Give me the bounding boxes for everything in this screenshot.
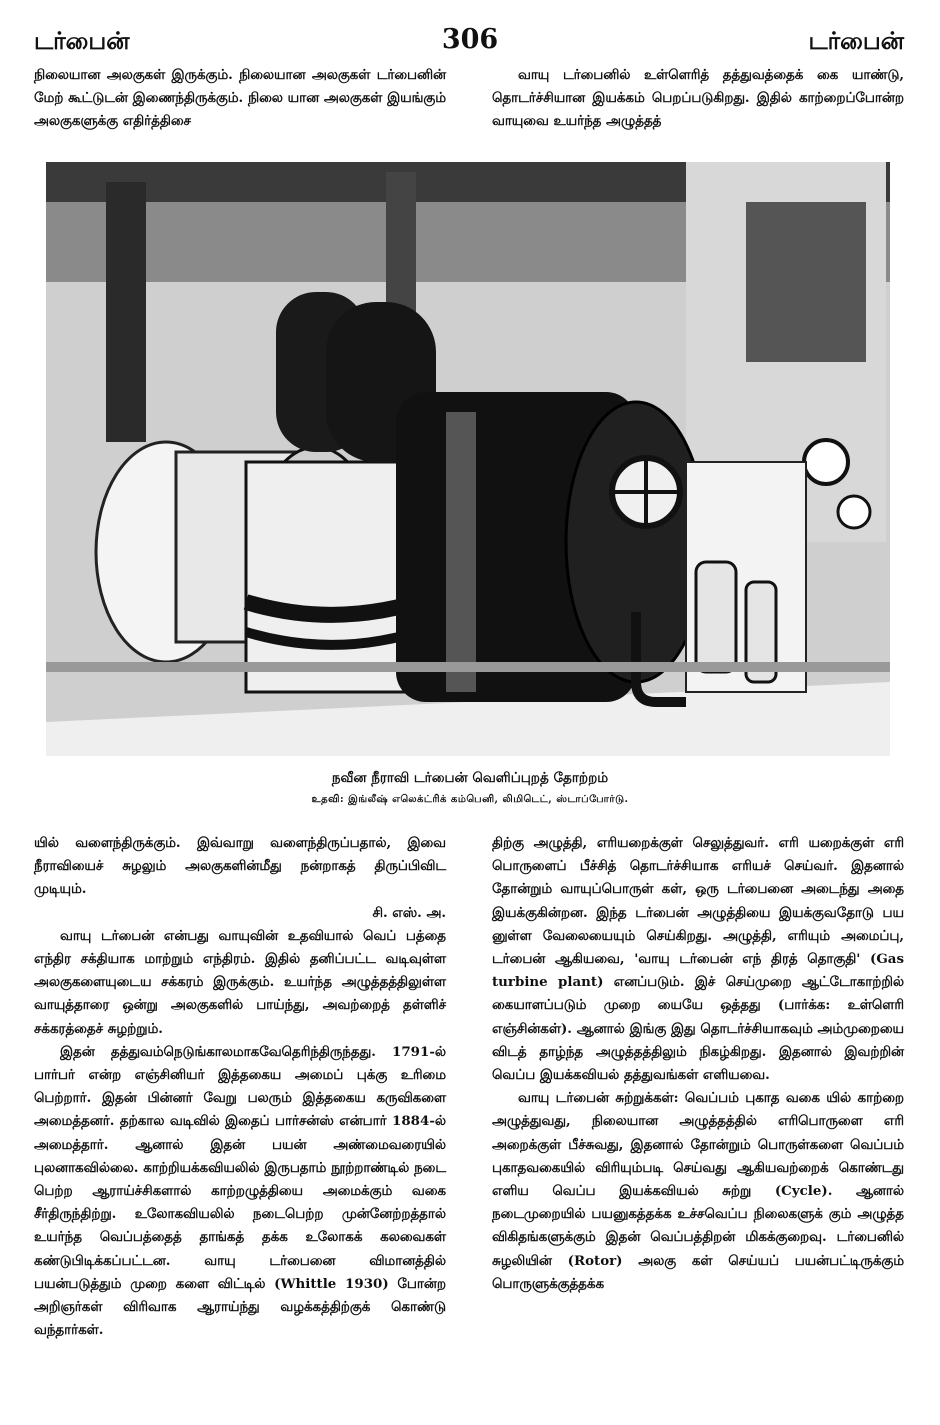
top-left-column xyxy=(34,64,446,134)
figure-caption: நவீன நீராவி டர்பைன் வெளிப்புறத் தோற்றம் xyxy=(331,770,609,786)
paragraph: திற்கு அழுத்தி, எரியறைக்குள் செலுத்துவர். எரி யறைக்குள் எரி பொருளைப் பீச்சித் தொடர்ச்சியாக எரியச் செய்வர். இதனால் தோன்றும் வாயுப்பொருள் கள், ஒரு டர்பைனை அடைந்து அதை இயக்குகின்றன. இந்த டர்பைன் அழுத்தியை இயக்குவதோடு பய னுள்ள வேலையையும் செய்கிறது. அழுத்தி, எரியும் அமைப்பு, டர்பைன் ஆகியவை, 'வாயு டர்பைன் எந் திரத் தொகுதி' (Gas turbine plant) எனப்படும். இச் செய்முறை ஆட்டோகாற்றில் கையாளப்படும் முறை யையே ஒத்தது (பார்க்க: உள்ளெரி எஞ்சின்கள்). ஆனால் இங்கு இது தொடர்ச்சியாகவும் அம்முறையை விடத் தாழ்ந்த அழுத்தத்திலும் நிகழ்கிறது. இதனால் இவற்றின் வெப்ப இயக்கவியல் தத்துவங்கள் எளியவை. xyxy=(492,835,904,1084)
page-number: 306 xyxy=(441,24,499,55)
top-right-column xyxy=(492,64,904,134)
paragraph: வாயு டர்பைனில் உள்ளெரித் தத்துவத்தைக் கை யாண்டு, தொடர்ச்சியான இயக்கம் பெறப்படுகிறது. இதில் காற்றைப்போன்ற வாயுவை உயர்ந்த அழுத்தத் xyxy=(492,67,904,130)
running-header-right: டர்பைன் xyxy=(808,26,904,55)
figure-credit: உதவி: இங்லீஷ் எலெக்ட்ரிக் கம்பெனி, லிமிடெட், ஸ்டாப்போர்டு. xyxy=(311,794,629,805)
paragraph: வாயு டர்பைன் சுற்றுக்கள்: வெப்பம் புகாத வகை யில் காற்றை அழுத்துவது, நிலையான அழுத்தத்தில் எரிபொருளை எரி அறைக்குள் பீச்சுவது, இதனால் தோன்றும் பொருள்களை வெப்பம் புகாதவகையில் விரியும்படி செய்வது ஆகியவற்றைக் கொண்டது எளிய வெப்ப இயக்கவியல் சுற்று (Cycle). ஆனால் நடைமுறையில் பயனுகத்தக்க உச்சவெப்ப நிலைகளுக் கும் அழுத்த விகிதங்களுக்கும் இதன் வெப்பத்திறன் மிகக்குறைவு. டர்பைனில் சுழலியின் (Rotor) அலகு கள் செய்யப் பயன்பட்டிருக்கும் பொருளுக்குத்தக்க xyxy=(492,1090,904,1292)
turbine-photograph xyxy=(46,162,890,756)
bottom-left-column xyxy=(34,832,446,1342)
bottom-right-column xyxy=(492,832,904,1296)
turbine-illustration xyxy=(46,162,890,756)
author-signature: சி. எஸ். அ. xyxy=(372,904,446,921)
paragraph: இதன் தத்துவம்நெடுங்காலமாகவேதெரிந்திருந்தது. 1791-ல் பார்பர் என்ற எஞ்சினியர் இத்தகைய அமைப் புக்கு உரிமை பெற்றார். இதன் பின்னர் வேறு பலரும் இத்தகைய கருவிகளை அமைத்தனர். தற்கால வடிவில் இதைப் பார்சன்ஸ் என்பார் 1884-ல் அமைத்தார். ஆனால் இதன் பயன் அண்மைவரையில் புலனாகவில்லை. காற்றியக்கவியலில் இருபதாம் நூற்றாண்டில் நடை பெற்ற ஆராய்ச்சிகளால் காற்றழுத்தியை அமைக்கும் வகை சீர்திருந்திற்று. உலோகவியலில் நடைபெற்ற முன்னேற்றத்தால் உயர்ந்த வெப்பத்தைத் தாங்கத் தக்க உலோகக் கலவைகள் கண்டுபிடிக்கப்பட்டன. வாயு டர்பைனை விமானத்தில் பயன்படுத்தும் முறை களை விட்டில் (Whittle 1930) போன்ற அறிஞர்கள் விரிவாக ஆராய்ந்து வழக்கத்திற்குக் கொண்டு வந்தார்கள். xyxy=(34,1043,446,1339)
paragraph: நிலையான அலகுகள் இருக்கும். நிலையான அலகுகள் டர்பைனின் மேற் கூட்டுடன் இணைந்திருக்கும். நிலை யான அலகுகள் இயங்கும் அலகுகளுக்கு எதிர்த்திசை xyxy=(34,67,446,130)
running-header-left: டர்பைன் xyxy=(34,26,130,55)
paragraph: வாயு டர்பைன் என்பது வாயுவின் உதவியால் வெப் பத்தை எந்திர சக்தியாக மாற்றும் எந்திரம். இதில் தனிப்பட்ட வடிவுள்ள அலகுகளையுடைய சக்கரம் இருக்கும். உயர்ந்த அழுத்தத்திலுள்ள வாயுத்தாரை ஒன்று அலகுகளில் பாய்ந்து, அவற்றைத் தள்ளிச் சக்கரத்தைச் சுழற்றும். xyxy=(34,927,446,1037)
paragraph: யில் வளைந்திருக்கும். இவ்வாறு வளைந்திருப்பதால், இவை நீராவியைச் சுழலும் அலகுகளின்மீது நன்றாகத் திருப்பிவிட முடியும். xyxy=(34,835,446,898)
